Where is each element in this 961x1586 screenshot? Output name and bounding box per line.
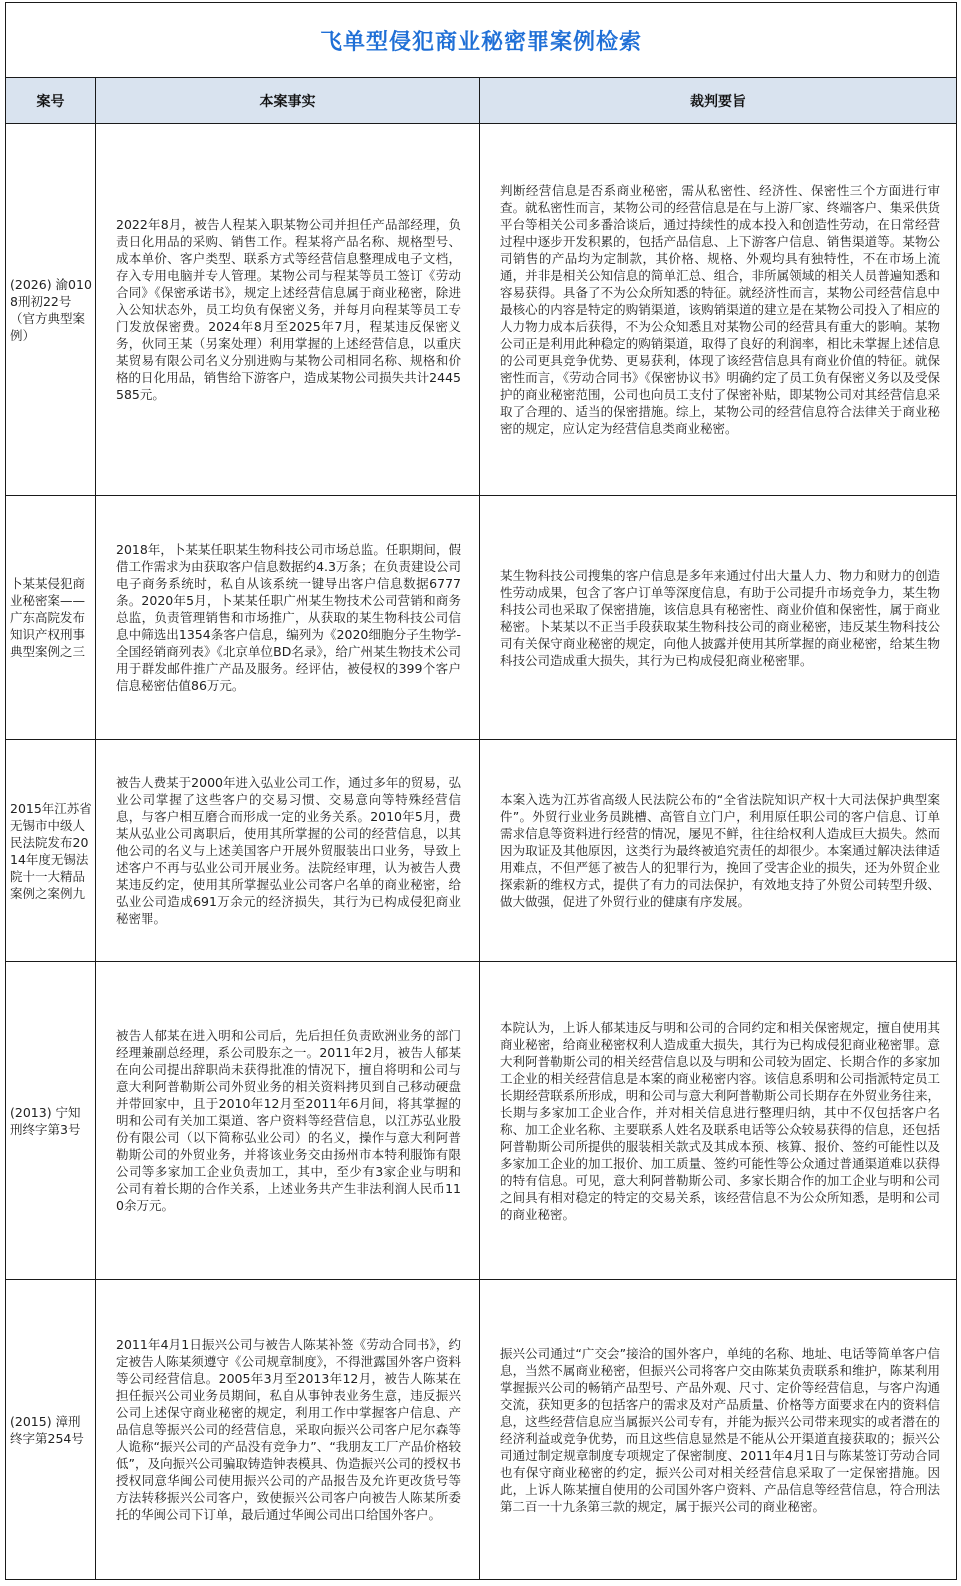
case-number-cell: (2013) 宁知刑终字第3号 (6, 962, 96, 1280)
table-row (6, 1280, 957, 1580)
table-row (6, 962, 957, 1280)
case-facts-cell: 2011年4月1日振兴公司与被告人陈某补签《劳动合同书》，约定被告人陈某须遵守《公司规章制度》，不得泄露国外客户资料等公司经营信息。2005年3月至2013年12月，被告人陈某在担任振兴公司业务员期间，私自从事钟表业务生意，违反振兴公司上述保守商业秘密的规定，利用工作中掌握客户信息、产品信息等振兴公司的经营信息，采取向振兴公司客户尼尔森等人诡称“振兴公司的产品没有竞争力”、“我朋友工厂产品价格较低”，及向振兴公司骗取铸造钟表模具、伪造振兴公司的授权书授权同意华闽公司使用振兴公司的产品报告及允许更改货号等方法转移振兴公司客户，致使振兴公司客户向被告人陈某所委托的华闽公司下订单，最后通过华闽公司出口给国外客户。 (96, 1280, 480, 1580)
case-table (5, 2, 957, 1580)
header-holding: 裁判要旨 (480, 78, 957, 124)
case-number-cell: (2015) 漳刑终字第254号 (6, 1280, 96, 1580)
case-table-page (5, 2, 956, 1582)
case-number-cell: 卜某某侵犯商业秘密案——广东高院发布知识产权刑事典型案例之三 (6, 496, 96, 740)
case-facts-cell: 2022年8月，被告人程某入职某物公司并担任产品部经理，负责日化用品的采购、销售工作。程某将产品名称、规格型号、成本单价、客户类型、联系方式等经营信息整理成电子文档，存入专用电脑并专人管理。某物公司与程某等员工签订《劳动合同》《保密承诺书》，规定上述经营信息属于商业秘密，除进入公知状态外，员工均负有保密义务，并每月向程某等员工专门发放保密费。2024年8月至2025年7月，程某违反保密义务，伙同王某（另案处理）利用掌握的上述经营信息，以重庆某贸易有限公司名义分别进购与某物公司相同名称、规格和价格的日化用品，销售给下游客户，造成某物公司损失共计2445585元。 (96, 124, 480, 496)
case-facts-cell: 被告人费某于2000年进入弘业公司工作，通过多年的贸易，弘业公司掌握了这些客户的交易习惯、交易意向等特殊经营信息，与客户相互磨合而形成一定的业务关系。2010年5月，费某从弘业公司离职后，使用其所掌握的公司的经营信息，以其他公司的名义与上述美国客户开展外贸服装出口业务，导致上述客户不再与弘业公司开展业务。法院经审理，认为被告人费某违反约定，使用其所掌握弘业公司客户名单的商业秘密，给弘业公司造成691万余元的经济损失，其行为已构成侵犯商业秘密罪。 (96, 740, 480, 962)
case-holding-cell: 振兴公司通过“广交会”接洽的国外客户，单纯的名称、地址、电话等简单客户信息，当然不属商业秘密，但振兴公司将客户交由陈某负责联系和维护，陈某利用掌握振兴公司的畅销产品型号、产品外观、尺寸、定价等经营信息，与客户沟通交流，获知更多的包括客户的需求及对产品质量、价格等方面要求在内的资料信息，这些经营信息应当属振兴公司专有，并能为振兴公司带来现实的或者潜在的经济利益或竞争优势，而且这些信息显然是不能从公开渠道直接获取的；振兴公司通过制定规章制度专项规定了保密制度、2011年4月1日与陈某签订劳动合同也有保守商业秘密的约定，振兴公司对相关经营信息采取了一定保密措施。因此，上诉人陈某擅自使用的公司国外客户资料、产品信息等经营信息，符合刑法第二百一十九条第三款的规定，属于振兴公司的商业秘密。 (480, 1280, 957, 1580)
case-holding-cell: 判断经营信息是否系商业秘密，需从私密性、经济性、保密性三个方面进行审查。就私密性而言，某物公司的经营信息是在与上游厂家、终端客户、集采供货平台等相关公司多番洽谈后，通过持续性的成本投入和创造性劳动，在日常经营过程中逐步开发积累的，包括产品信息、上下游客户信息、销售渠道等。某物公司销售的产品均为定制款，其价格、规格、外观均具有独特性，不在市场上流通，并非是相关公知信息的简单汇总、组合，非所属领域的相关人员普遍知悉和容易获得。具备了不为公众所知悉的特征。就经济性而言，某物公司经营信息中最核心的内容是特定的购销渠道，该购销渠道的建立是在某物公司投入了相应的人力物力成本后获得，不为公众知悉且对某物公司的经营具有重大的影响。某物公司正是利用此种稳定的购销渠道，取得了良好的利润率，相比未掌握上述信息的公司更具竞争优势、更易获利，体现了该经营信息具有商业价值的特征。就保密性而言，《劳动合同书》《保密协议书》明确约定了员工负有保密义务以及受保护的商业秘密范围，公司也向员工支付了保密补贴，即某物公司对其经营信息采取了合理的、适当的保密措施。综上，某物公司的经营信息符合法律关于商业秘密的规定，应认定为经营信息类商业秘密。 (480, 124, 957, 496)
table-row (6, 496, 957, 740)
table-row (6, 124, 957, 496)
case-holding-cell: 本院认为，上诉人郁某违反与明和公司的合同约定和相关保密规定，擅自使用其商业秘密，给商业秘密权利人造成重大损失，其行为已构成侵犯商业秘密罪。意大利阿普勒斯公司的相关经营信息以及与明和公司较为固定、长期合作的多家加工企业的相关经营信息是本案的商业秘密内容。该信息系明和公司指派特定员工长期经营联系所形成，明和公司与意大利阿普勒斯公司长期存在外贸业务往来，长期与多家加工企业合作，并对相关信息进行整理归纳，其中不仅包括客户名称、加工企业名称、主要联系人姓名及联系电话等公众较易获得的信息，还包括阿普勒斯公司所提供的服装相关款式及其成本预、核算、报价、签约可能性以及多家加工企业的加工报价、加工质量、签约可能性等公众通过普通渠道难以获得的特有信息。可见，意大利阿普勒斯公司、多家长期合作的加工企业与明和公司之间具有相对稳定的特定的交易关系，该经营信息不为公众所知悉，是明和公司的商业秘密。 (480, 962, 957, 1280)
header-facts: 本案事实 (96, 78, 480, 124)
page-title: 飞单型侵犯商业秘密罪案例检索 (320, 29, 643, 55)
header-case-no: 案号 (6, 78, 96, 124)
case-number-cell: (2026) 渝0108刑初22号（官方典型案例） (6, 124, 96, 496)
case-facts-cell: 被告人郁某在进入明和公司后，先后担任负责欧洲业务的部门经理兼副总经理，系公司股东之一。2011年2月，被告人郁某在向公司提出辞职尚未获得批准的情况下，擅自将明和公司与意大利阿普勒斯公司外贸业务的相关资料拷贝到自己移动硬盘并带回家中，且于2010年12月至2011年6月间，将其掌握的明和公司有关加工渠道、客户资料等经营信息，以江苏弘业股份有限公司（以下简称弘业公司）的名义，操作与意大利阿普勒斯公司的外贸业务，并将该业务交由扬州市本特利服饰有限公司等多家加工企业负责加工，其中，至少有3家企业与明和公司有着长期的合作关系，上述业务共产生非法利润人民币110余万元。 (96, 962, 480, 1280)
table-row (6, 740, 957, 962)
case-holding-cell: 某生物科技公司搜集的客户信息是多年来通过付出大量人力、物力和财力的创造性劳动成果，包含了客户订单等深度信息，有助于公司提升市场竞争力，某生物科技公司也采取了保密措施，该信息具有秘密性、商业价值和保密性，属于商业秘密。卜某某以不正当手段获取某生物科技公司的商业秘密，违反某生物科技公司有关保守商业秘密的规定，向他人披露并使用其所掌握的商业秘密，给某生物科技公司造成重大损失，其行为已构成侵犯商业秘密罪。 (480, 496, 957, 740)
case-facts-cell: 2018年，卜某某任职某生物科技公司市场总监。任职期间，假借工作需求为由获取客户信息数据约4.3万条；在负责建设公司电子商务系统时，私自从该系统一键导出客户信息数据6777条。2020年5月，卜某某任职广州某生物技术公司营销和商务总监，负责管理销售和市场推广，从获取的某生物科技公司信息中筛选出1354条客户信息，编列为《2020细胞分子生物学-全国经销商列表》《北京单位BD名录》，给广州某生物技术公司用于群发邮件推广产品及服务。经评估，被侵权的399个客户信息秘密估值86万元。 (96, 496, 480, 740)
title-row (6, 3, 957, 78)
header-row (6, 78, 957, 124)
case-holding-cell: 本案入选为江苏省高级人民法院公布的“全省法院知识产权十大司法保护典型案件”。外贸行业业务员跳槽、高管自立门户，利用原任职公司的客户信息、订单需求信息等资料进行经营的情况，屡见不鲜，往往给权利人造成巨大损失。然而因为取证及其他原因，这类行为最终被追究责任的却很少。本案通过解决法律适用难点，不但严惩了被告人的犯罪行为，挽回了受害企业的损失，还为外贸企业探索新的维权方式，提供了有力的司法保护，有效地支持了外贸公司转型升级、做大做强，促进了外贸行业的健康有序发展。 (480, 740, 957, 962)
case-number-cell: 2015年江苏省无锡市中级人民法院发布2014年度无锡法院十一大精品案例之案例九 (6, 740, 96, 962)
